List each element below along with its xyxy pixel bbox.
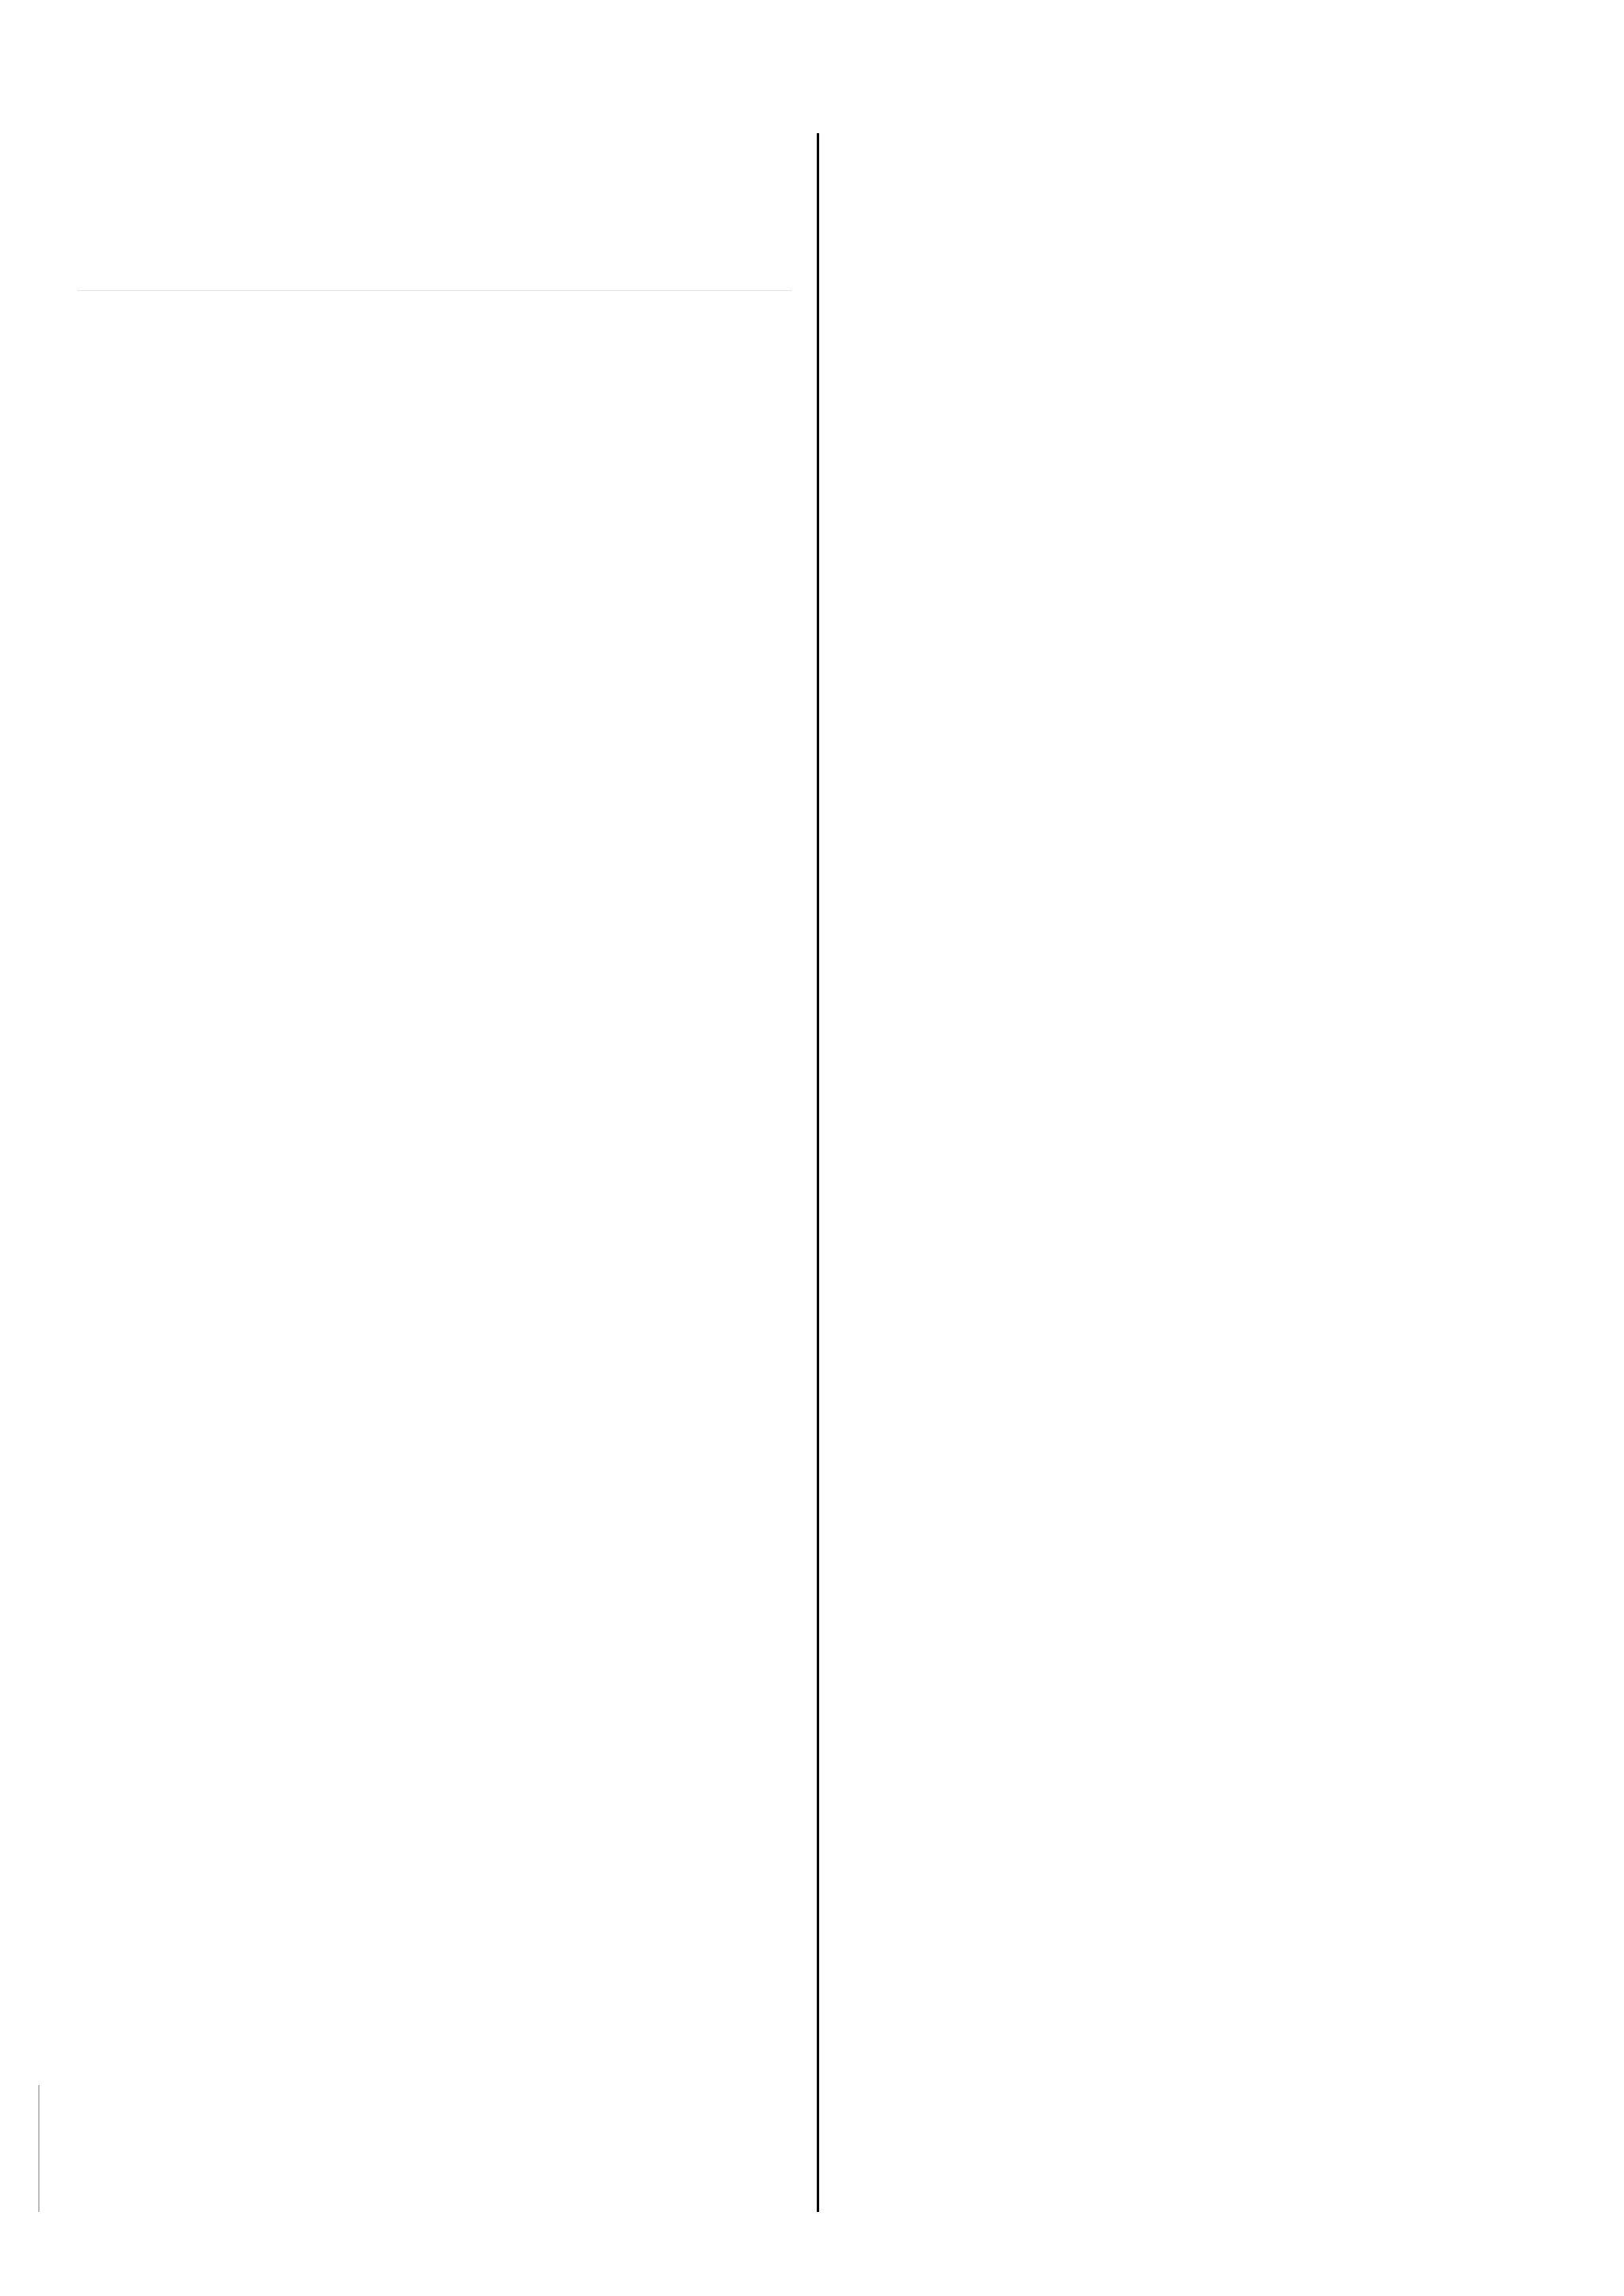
code-line	[856, 932, 1575, 972]
section-title-arithmetic	[78, 135, 791, 181]
code-output	[856, 536, 1575, 576]
right-column	[837, 135, 1575, 1289]
column-divider	[817, 133, 819, 2212]
code-line	[856, 734, 1575, 774]
code-line	[856, 853, 1575, 893]
code-line	[856, 813, 1575, 853]
code-label	[856, 377, 1575, 417]
code-line	[856, 496, 1575, 536]
code-output	[856, 774, 1575, 813]
note-1-line-1	[837, 256, 1575, 297]
code-line	[856, 1170, 1575, 1210]
code-line	[856, 1091, 1575, 1131]
code-line	[856, 457, 1575, 496]
code-example	[856, 377, 1575, 1289]
code-line	[856, 417, 1575, 457]
code-output	[856, 1131, 1575, 1170]
code-output	[856, 1249, 1575, 1289]
code-line	[856, 615, 1575, 655]
code-line	[856, 576, 1575, 615]
or-result	[837, 175, 1575, 216]
code-line	[856, 972, 1575, 1012]
code-output	[856, 893, 1575, 932]
note-1-line-2	[837, 297, 1575, 337]
code-output	[856, 1012, 1575, 1051]
margin-bar	[38, 2085, 40, 2212]
assign-example	[78, 290, 791, 340]
code-line	[856, 1051, 1575, 1091]
code-output	[856, 655, 1575, 695]
code-line	[856, 695, 1575, 734]
left-column	[78, 135, 791, 340]
code-line	[856, 1210, 1575, 1249]
